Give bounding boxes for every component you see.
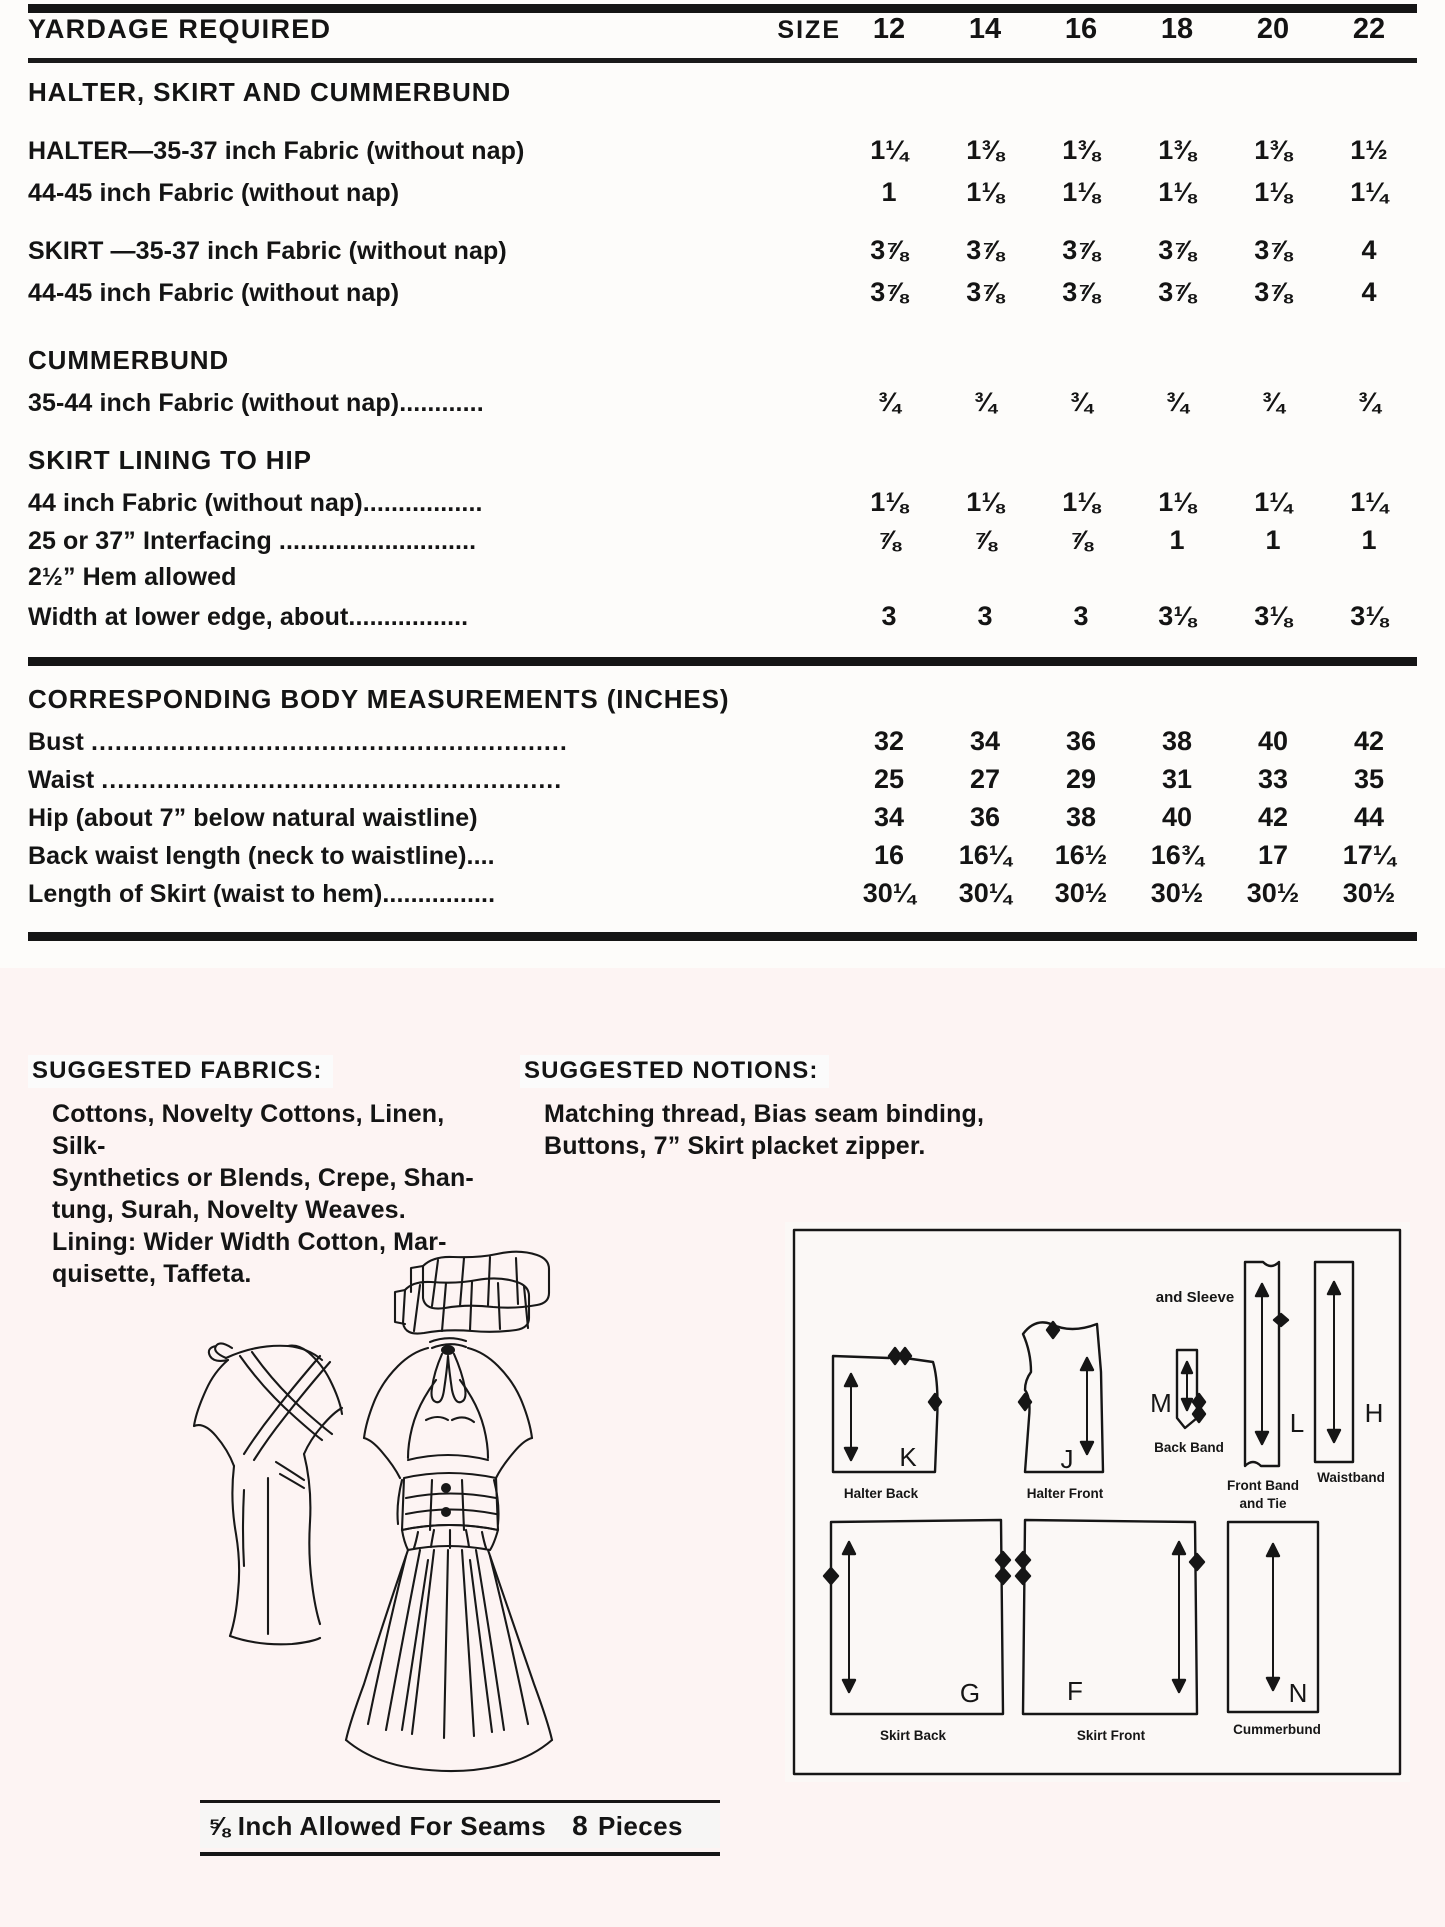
cell: 4 bbox=[1361, 235, 1377, 265]
group-heading-row bbox=[28, 77, 1417, 119]
cell: 3⅞ bbox=[966, 235, 1004, 265]
cell: 40 bbox=[1257, 726, 1289, 756]
halter-group-heading: HALTER, SKIRT AND CUMMERBUND bbox=[28, 77, 512, 107]
fabrics-line: Synthetics or Blends, Crepe, Shan- bbox=[52, 1164, 474, 1192]
cell: 44 bbox=[1353, 802, 1385, 832]
layout-piece-F bbox=[1016, 1520, 1204, 1714]
piece-letter-K: K bbox=[899, 1442, 917, 1472]
cell: 1⅛ bbox=[1158, 487, 1196, 517]
row-label: Hip (about 7” below natural waistline) bbox=[28, 804, 478, 832]
cell: 38 bbox=[1161, 726, 1193, 756]
layout-piece-H bbox=[1315, 1262, 1353, 1462]
cell: 1⅜ bbox=[966, 135, 1004, 165]
piece-name-waistband: Waistband bbox=[1317, 1470, 1385, 1485]
cell: 1¼ bbox=[1350, 177, 1388, 207]
table-row-interfacing bbox=[28, 525, 1417, 563]
piece-letter-J: J bbox=[1060, 1444, 1074, 1474]
cell: 1 bbox=[1361, 525, 1377, 555]
row-label: Length of Skirt (waist to hem)................ bbox=[28, 880, 496, 908]
cell: 42 bbox=[1257, 802, 1289, 832]
table-row-lining-44 bbox=[28, 487, 1417, 525]
yardage-title: YARDAGE REQUIRED bbox=[28, 14, 332, 44]
table-row-cummerbund bbox=[28, 387, 1417, 429]
cell: 1⅜ bbox=[1158, 135, 1196, 165]
table-row-waist bbox=[28, 764, 1417, 802]
row-label: Width at lower edge, about................. bbox=[28, 603, 469, 631]
cell: 3⅛ bbox=[1158, 601, 1196, 631]
body-measurements-title: CORRESPONDING BODY MEASUREMENTS (INCHES) bbox=[28, 684, 730, 714]
piece-name-skirt-back: Skirt Back bbox=[879, 1728, 947, 1743]
cell: 30¼ bbox=[862, 878, 916, 908]
top-rule bbox=[28, 4, 1417, 13]
cell: 1 bbox=[1265, 525, 1281, 555]
cell: 3⅞ bbox=[870, 235, 908, 265]
table-row-skirt-length bbox=[28, 878, 1417, 916]
size-header-18: 18 bbox=[1160, 13, 1194, 45]
cell: ⅞ bbox=[973, 525, 997, 555]
piece-name-front-band-line1: Front Band bbox=[1227, 1478, 1299, 1493]
suggested-notions-title: SUGGESTED NOTIONS: bbox=[520, 1055, 829, 1088]
body-measurements-heading-row bbox=[28, 684, 1417, 726]
bottom-rule bbox=[28, 932, 1417, 941]
size-header-12: 12 bbox=[872, 13, 906, 45]
cell: 3⅞ bbox=[1062, 277, 1100, 307]
piece-letter-G: G bbox=[959, 1678, 981, 1708]
cell: 38 bbox=[1065, 802, 1097, 832]
cell: 25 bbox=[873, 764, 905, 794]
cell: 16¾ bbox=[1150, 840, 1204, 870]
piece-letter-H: H bbox=[1364, 1398, 1384, 1428]
cell: 33 bbox=[1257, 764, 1289, 794]
cell: 1⅛ bbox=[1062, 487, 1100, 517]
piece-name-cummerbund: Cummerbund bbox=[1233, 1722, 1321, 1737]
cell: 40 bbox=[1161, 802, 1193, 832]
cell: 17¼ bbox=[1342, 840, 1396, 870]
cell: 30½ bbox=[1342, 878, 1396, 908]
row-label: 44-45 inch Fabric (without nap) bbox=[28, 179, 400, 207]
cell: 34 bbox=[969, 726, 1001, 756]
cell: 1¼ bbox=[870, 135, 908, 165]
cell: 1½ bbox=[1350, 135, 1388, 165]
cell: 1⅛ bbox=[1062, 177, 1100, 207]
cell: ¾ bbox=[1261, 387, 1285, 417]
cell: 4 bbox=[1361, 277, 1377, 307]
row-label: HALTER—35-37 inch Fabric (without nap) bbox=[28, 137, 525, 165]
table-row-lower-width bbox=[28, 601, 1417, 639]
cell: 3 bbox=[977, 601, 993, 631]
cell: 1 bbox=[881, 177, 897, 207]
cell: 36 bbox=[969, 802, 1001, 832]
cell: 30½ bbox=[1150, 878, 1204, 908]
cell: 3⅛ bbox=[1350, 601, 1388, 631]
layout-piece-M bbox=[1177, 1350, 1205, 1428]
notions-line: Buttons, 7” Skirt placket zipper. bbox=[544, 1132, 926, 1160]
row-label: 44-45 inch Fabric (without nap) bbox=[28, 279, 400, 307]
cell: 34 bbox=[873, 802, 905, 832]
cell: ¾ bbox=[1069, 387, 1093, 417]
cell: 42 bbox=[1353, 726, 1385, 756]
cell: 16 bbox=[873, 840, 905, 870]
garment-illustration bbox=[180, 1230, 640, 1790]
size-header-16: 16 bbox=[1064, 13, 1098, 45]
notions-line: Matching thread, Bias seam binding, bbox=[544, 1100, 985, 1128]
cell: 1⅛ bbox=[966, 177, 1004, 207]
cell: 1⅛ bbox=[870, 487, 908, 517]
cell: 3⅞ bbox=[1158, 235, 1196, 265]
hem-allowed-note: 2½” Hem allowed bbox=[28, 563, 237, 591]
size-header-22: 22 bbox=[1352, 13, 1386, 45]
cell: ¾ bbox=[877, 387, 901, 417]
cell: 1⅜ bbox=[1254, 135, 1292, 165]
specification-tables bbox=[0, 0, 1445, 941]
row-label: 25 or 37” Interfacing ............................ bbox=[28, 527, 477, 555]
pieces-count: 8 bbox=[572, 1810, 589, 1841]
cell: 35 bbox=[1353, 764, 1385, 794]
cell: 31 bbox=[1161, 764, 1193, 794]
table-row-skirt-3537 bbox=[28, 235, 1417, 277]
row-label: 44 inch Fabric (without nap)................. bbox=[28, 489, 483, 517]
layout-piece-G bbox=[824, 1520, 1010, 1714]
cell: ¾ bbox=[1165, 387, 1189, 417]
cell: 3⅞ bbox=[1254, 277, 1292, 307]
lining-heading-row bbox=[28, 445, 1417, 487]
cell: 36 bbox=[1065, 726, 1097, 756]
piece-letter-F: F bbox=[1067, 1676, 1083, 1706]
table-row-skirt-4445 bbox=[28, 277, 1417, 319]
seam-allowance-value: ⅝ Inch Allowed For Seams bbox=[208, 1811, 547, 1841]
pieces-label: Pieces bbox=[598, 1811, 683, 1841]
size-label: SIZE bbox=[777, 16, 841, 44]
cell: ¾ bbox=[1357, 387, 1381, 417]
cell: 1⅜ bbox=[1062, 135, 1100, 165]
cell: 1¼ bbox=[1350, 487, 1388, 517]
cell: ¾ bbox=[973, 387, 997, 417]
cell: 1⅛ bbox=[1254, 177, 1292, 207]
seam-allowance-bar bbox=[200, 1800, 720, 1856]
seam-rule-bottom bbox=[200, 1852, 720, 1856]
table-row-back-waist-length bbox=[28, 840, 1417, 878]
piece-letter-N: N bbox=[1288, 1678, 1308, 1708]
cell: 3⅞ bbox=[966, 277, 1004, 307]
cell: 30½ bbox=[1054, 878, 1108, 908]
cell: 1¼ bbox=[1254, 487, 1292, 517]
cell: 3⅞ bbox=[1062, 235, 1100, 265]
cummerbund-heading: CUMMERBUND bbox=[28, 345, 230, 375]
cell: 16¼ bbox=[958, 840, 1012, 870]
cutting-layout-diagram bbox=[785, 1222, 1410, 1782]
halter-back-view bbox=[194, 1343, 342, 1644]
table-row-hem-note bbox=[28, 563, 1417, 601]
row-label: 35-44 inch Fabric (without nap)............ bbox=[28, 389, 484, 417]
cell: 3 bbox=[881, 601, 897, 631]
row-label: Back waist length (neck to waistline).... bbox=[28, 842, 495, 870]
piece-letter-M: M bbox=[1150, 1388, 1172, 1418]
row-label: Waist .......................................................... bbox=[28, 766, 563, 794]
suggested-notions-block bbox=[520, 1055, 1080, 1162]
piece-name-halter-back: Halter Back bbox=[843, 1486, 919, 1501]
halter-dress-front-view bbox=[346, 1338, 552, 1771]
table-row-halter-3537 bbox=[28, 135, 1417, 177]
yardage-table bbox=[28, 13, 1417, 55]
layout-piece-L bbox=[1245, 1262, 1288, 1466]
skirt-lining-heading: SKIRT LINING TO HIP bbox=[28, 445, 312, 475]
section-divider-rule bbox=[28, 657, 1417, 666]
header-rule bbox=[28, 58, 1417, 63]
cell: 16½ bbox=[1054, 840, 1108, 870]
cell: 1⅛ bbox=[1158, 177, 1196, 207]
suggested-fabrics-title: SUGGESTED FABRICS: bbox=[28, 1055, 333, 1088]
piece-letter-L: L bbox=[1289, 1408, 1305, 1438]
table-row-halter-4445 bbox=[28, 177, 1417, 219]
table-row-bust bbox=[28, 726, 1417, 764]
cell: 3 bbox=[1073, 601, 1089, 631]
size-header-20: 20 bbox=[1256, 13, 1290, 45]
cell: ⅞ bbox=[877, 525, 901, 555]
fabrics-line: quisette, Taffeta. bbox=[52, 1260, 252, 1288]
fabrics-line: Cottons, Novelty Cottons, Linen, Silk- bbox=[52, 1100, 445, 1160]
table-row-hip bbox=[28, 802, 1417, 840]
layout-top-note: and Sleeve bbox=[1155, 1289, 1235, 1306]
piece-name-front-band-line2: and Tie bbox=[1239, 1496, 1287, 1511]
cell: 1⅛ bbox=[966, 487, 1004, 517]
cell: 29 bbox=[1065, 764, 1097, 794]
fabrics-line: Lining: Wider Width Cotton, Mar- bbox=[52, 1228, 447, 1256]
yardage-header-row bbox=[28, 13, 1417, 55]
fabrics-line: tung, Surah, Novelty Weaves. bbox=[52, 1196, 406, 1224]
cell: 27 bbox=[969, 764, 1001, 794]
cell: 3⅛ bbox=[1254, 601, 1292, 631]
cummerbund-heading-row bbox=[28, 345, 1417, 387]
seam-allowance-text bbox=[200, 1803, 720, 1848]
cell: 3⅞ bbox=[1158, 277, 1196, 307]
cell: 32 bbox=[873, 726, 905, 756]
row-label: SKIRT —35-37 inch Fabric (without nap) bbox=[28, 237, 507, 265]
row-label: Bust ............................................................ bbox=[28, 728, 568, 756]
cell: 1 bbox=[1169, 525, 1185, 555]
suggested-notions-text bbox=[520, 1088, 1080, 1162]
cummerbund-detail-sketch bbox=[395, 1252, 549, 1334]
body-measurements-table bbox=[28, 684, 1417, 916]
piece-name-skirt-front: Skirt Front bbox=[1076, 1728, 1146, 1743]
cell: 3⅞ bbox=[1254, 235, 1292, 265]
cell: 3⅞ bbox=[870, 277, 908, 307]
cell: 30¼ bbox=[958, 878, 1012, 908]
layout-piece-K bbox=[833, 1348, 941, 1472]
cell: 30½ bbox=[1246, 878, 1300, 908]
piece-name-halter-front: Halter Front bbox=[1026, 1486, 1104, 1501]
cell: ⅞ bbox=[1069, 525, 1093, 555]
layout-frame bbox=[794, 1230, 1400, 1774]
cell: 17 bbox=[1257, 840, 1289, 870]
piece-name-back-band: Back Band bbox=[1154, 1440, 1224, 1455]
size-header-14: 14 bbox=[968, 13, 1002, 45]
